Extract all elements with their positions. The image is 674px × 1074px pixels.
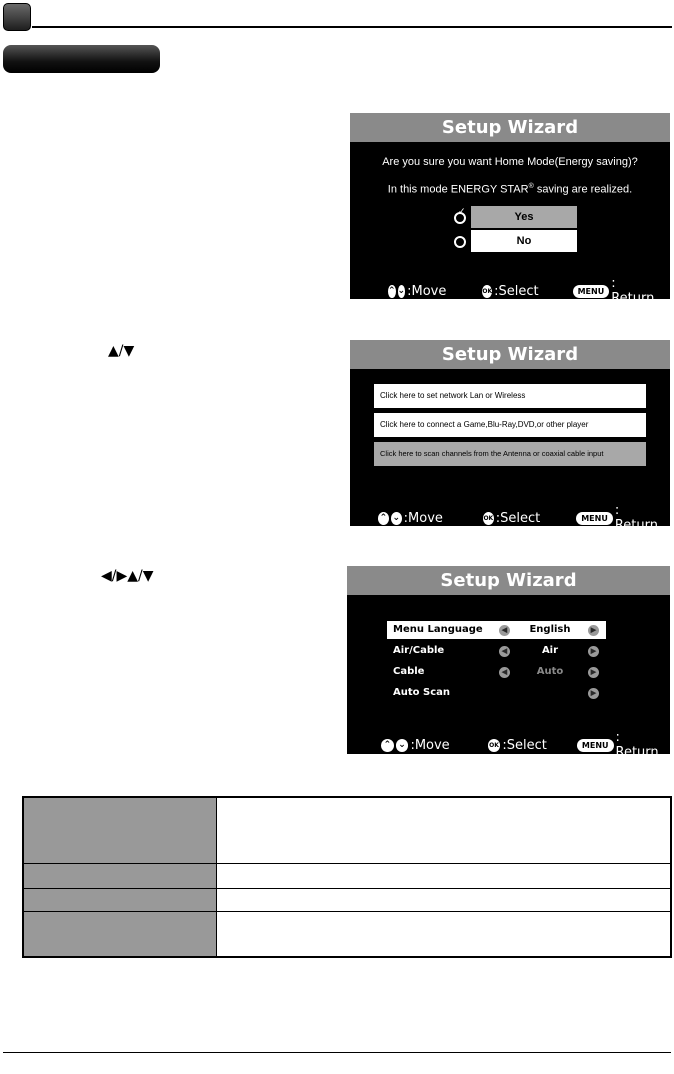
nav-bar (378, 503, 658, 533)
player-option[interactable]: Click here to connect a Game,Blu-Ray,DVD,or other player (374, 413, 646, 437)
table-row (24, 798, 216, 863)
down-icon: ⌄ (392, 512, 401, 523)
confirm-question: Are you sure you want Home Mode(Energy saving)? (382, 156, 638, 168)
select-label: :Select (502, 737, 547, 753)
energy-note (350, 183, 670, 196)
ok-icon: OK (482, 285, 492, 298)
direction-arrows: ◀/▶▲/▼ (101, 568, 154, 584)
option-yes[interactable]: Yes (471, 206, 577, 228)
down-icon: ⌄ (397, 285, 406, 296)
right-arrow-icon[interactable]: ▶ (588, 625, 599, 636)
air-cable-label[interactable]: Air/Cable (393, 645, 445, 656)
select-label: :Select (494, 283, 539, 299)
table-divider (24, 911, 670, 912)
left-arrow-icon[interactable]: ◀ (499, 625, 510, 636)
table-row (24, 889, 216, 911)
footer-rule (3, 1052, 671, 1053)
radio-check-icon: ✓ (458, 206, 466, 216)
cable-label[interactable]: Cable (393, 666, 425, 677)
screen-title: Setup Wizard (350, 113, 670, 142)
table-divider (24, 888, 670, 889)
left-arrow-icon[interactable]: ◀ (499, 646, 510, 657)
updown-arrows: ▲/▼ (108, 343, 135, 359)
network-option[interactable]: Click here to set network Lan or Wireless (374, 384, 646, 408)
menu-language-label[interactable]: Menu Language (393, 624, 483, 635)
connection-screen (350, 340, 670, 533)
screen-title: Setup Wizard (350, 340, 670, 369)
home-mode-screen (350, 113, 670, 306)
option-no[interactable]: No (471, 230, 577, 252)
return-label: : Return (614, 503, 658, 533)
section-badge (3, 3, 31, 31)
right-arrow-icon[interactable]: ▶ (588, 688, 599, 699)
right-arrow-icon[interactable]: ▶ (588, 646, 599, 657)
settings-table (22, 796, 672, 958)
scan-option[interactable]: Click here to scan channels from the Antenna or coaxial cable input (374, 442, 646, 466)
air-cable-value: Air (541, 645, 559, 656)
menu-icon: MENU (577, 739, 614, 752)
return-label: : Return (615, 730, 659, 760)
nav-bar (381, 730, 666, 760)
nav-bar (388, 276, 655, 306)
energy-note-suffix: saving are realized. (533, 183, 633, 196)
cable-value: Auto (536, 666, 564, 677)
table-row (24, 912, 216, 956)
energy-note-text: In this mode ENERGY STAR (387, 183, 529, 196)
section-tab (3, 45, 160, 73)
menu-language-value: English (529, 624, 571, 635)
right-arrow-icon[interactable]: ▶ (588, 667, 599, 678)
left-arrow-icon[interactable]: ◀ (499, 667, 510, 678)
menu-icon: MENU (576, 512, 613, 525)
menu-icon: MENU (573, 285, 610, 298)
ok-icon: OK (483, 512, 494, 525)
table-column-divider (216, 798, 217, 956)
move-label: :Move (407, 283, 447, 299)
return-label: : Return (611, 276, 655, 306)
table-row (24, 864, 216, 888)
up-icon: ⌃ (388, 285, 396, 296)
auto-scan-label[interactable]: Auto Scan (393, 687, 450, 698)
radio-unselected-icon[interactable] (454, 236, 466, 248)
ok-icon: OK (488, 739, 501, 752)
select-label: :Select (495, 510, 541, 526)
move-label: :Move (410, 737, 450, 753)
move-label: :Move (403, 510, 443, 526)
settings-screen (347, 566, 670, 760)
down-icon: ⌄ (396, 739, 409, 752)
registered-mark: ® (528, 183, 534, 190)
header-rule (32, 26, 672, 28)
table-divider (24, 863, 670, 864)
screen-title: Setup Wizard (347, 566, 670, 595)
up-icon: ⌃ (381, 739, 394, 752)
up-icon: ⌃ (379, 512, 388, 523)
